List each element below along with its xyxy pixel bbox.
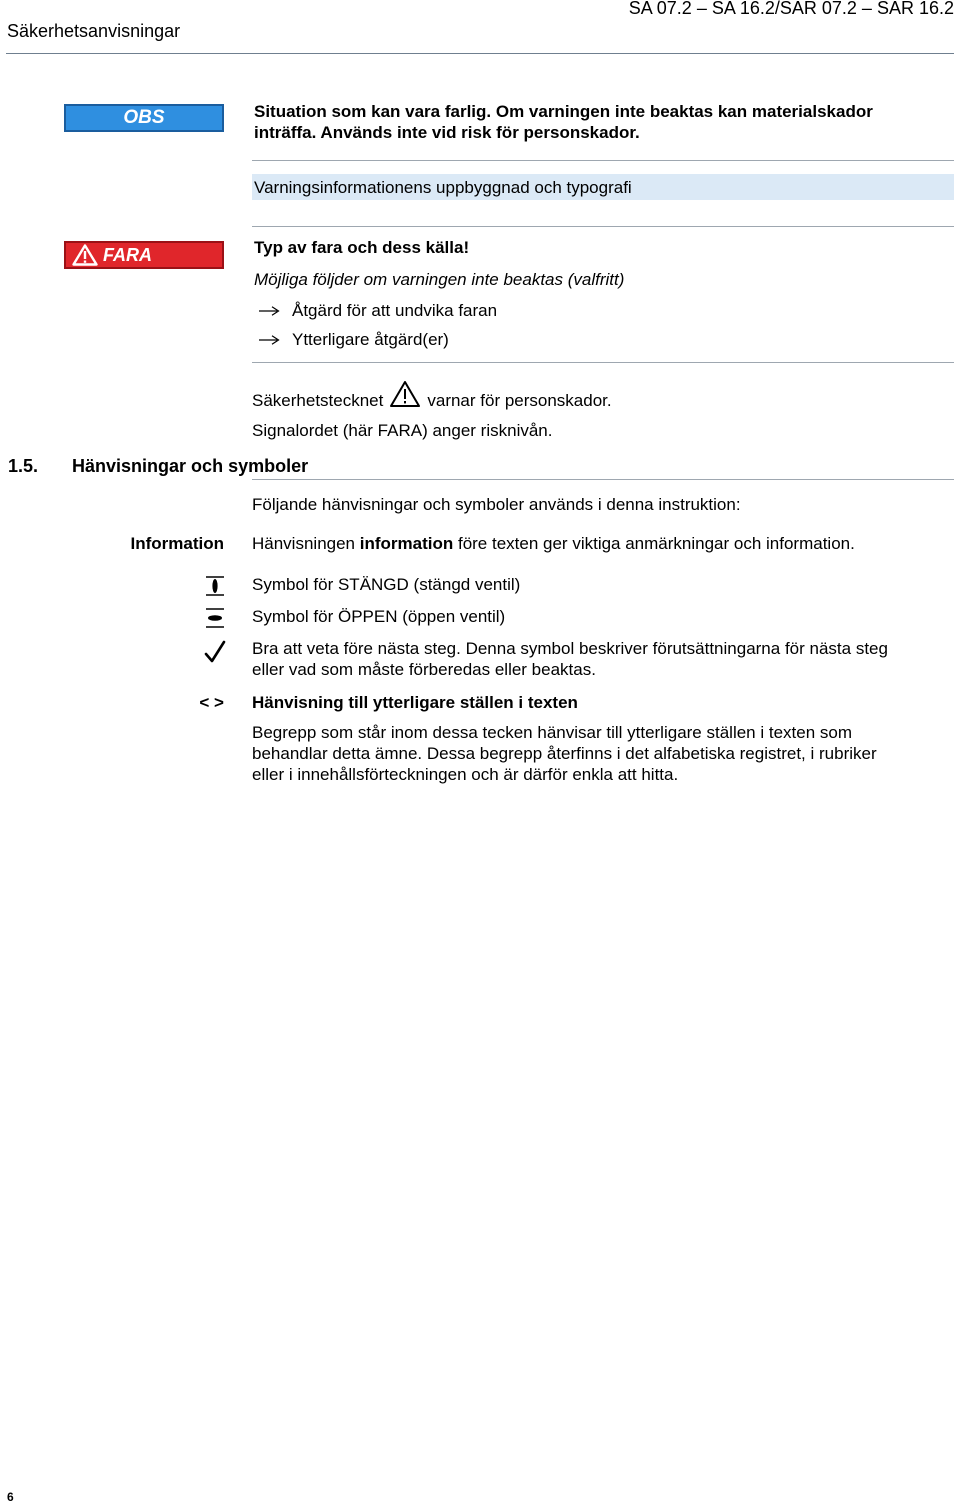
obs-badge-label: OBS bbox=[123, 107, 165, 128]
reference-heading: Hänvisning till ytterligare ställen i texten bbox=[252, 693, 578, 712]
signal-word-line: Signalordet (här FARA) anger risknivån. bbox=[252, 421, 553, 440]
symbol-open-text: Symbol för ÖPPEN (öppen ventil) bbox=[252, 607, 506, 626]
arrow-right-icon bbox=[258, 305, 280, 317]
hazard-type-line: Typ av fara och dess källa! bbox=[254, 238, 470, 257]
header-divider bbox=[6, 53, 954, 54]
checkmark-icon bbox=[204, 640, 226, 664]
page-number: 6 bbox=[7, 1490, 14, 1504]
section-title: Hänvisningar och symboler bbox=[72, 456, 309, 476]
information-text bbox=[252, 533, 855, 554]
fara-badge bbox=[64, 241, 224, 269]
safety-sign-before: Säkerhetstecknet bbox=[252, 390, 384, 410]
fara-badge-label: FARA bbox=[103, 244, 152, 265]
intro-text: Följande hänvisningar och symboler används i denna instruktion: bbox=[252, 495, 741, 514]
safety-sign-after: varnar för personskador. bbox=[427, 390, 612, 410]
divider bbox=[252, 160, 954, 161]
arrow-right-icon bbox=[258, 334, 280, 346]
action-row bbox=[258, 300, 497, 321]
section-heading bbox=[8, 456, 308, 477]
obs-line-1: Situation som kan vara farlig. Om varningen inte beaktas kan materialskador bbox=[254, 102, 873, 121]
obs-line-2: inträffa. Används inte vid risk för personskador. bbox=[254, 123, 640, 142]
information-label: Information bbox=[130, 534, 224, 553]
information-text-before: Hänvisningen bbox=[252, 534, 360, 553]
symbol-closed-text: Symbol för STÄNGD (stängd ventil) bbox=[252, 575, 521, 594]
reference-symbol: < > bbox=[199, 693, 224, 712]
header-section-title: Säkerhetsanvisningar bbox=[7, 21, 181, 41]
valve-closed-icon bbox=[204, 575, 226, 597]
consequence-line: Möjliga följder om varningen inte beaktas (valfritt) bbox=[254, 270, 625, 289]
valve-open-icon bbox=[204, 607, 226, 629]
action-row bbox=[258, 329, 449, 350]
divider bbox=[252, 362, 954, 363]
reference-line-2: behandlar detta ämne. Dessa begrepp återfinns i det alfabetiska registret, i rubriker bbox=[252, 744, 877, 763]
safety-sign-line bbox=[252, 386, 612, 414]
section-number: 1.5. bbox=[8, 456, 39, 476]
information-text-after: före texten ger viktiga anmärkningar och information. bbox=[453, 534, 855, 553]
header-product-models: SA 07.2 – SA 16.2/SAR 07.2 – SAR 16.2 bbox=[628, 0, 954, 18]
divider bbox=[252, 226, 954, 227]
warning-triangle-icon bbox=[389, 380, 421, 408]
divider bbox=[252, 479, 954, 480]
information-text-bold: information bbox=[359, 534, 454, 553]
action-2: Ytterligare åtgärd(er) bbox=[292, 330, 449, 349]
good-to-know-line-2: eller vad som måste förberedas eller beaktas. bbox=[252, 660, 596, 679]
reference-line-3: eller i innehållsförteckningen och är därför enkla att hitta. bbox=[252, 765, 679, 784]
structure-heading: Varningsinformationens uppbyggnad och typografi bbox=[254, 178, 632, 197]
warning-triangle-icon bbox=[72, 244, 98, 266]
action-1: Åtgärd för att undvika faran bbox=[292, 301, 498, 320]
reference-line-1: Begrepp som står inom dessa tecken hänvisar till ytterligare ställen i texten som bbox=[252, 723, 852, 742]
good-to-know-line-1: Bra att veta före nästa steg. Denna symbol beskriver förutsättningarna för nästa steg bbox=[252, 639, 888, 658]
obs-badge bbox=[64, 104, 224, 132]
